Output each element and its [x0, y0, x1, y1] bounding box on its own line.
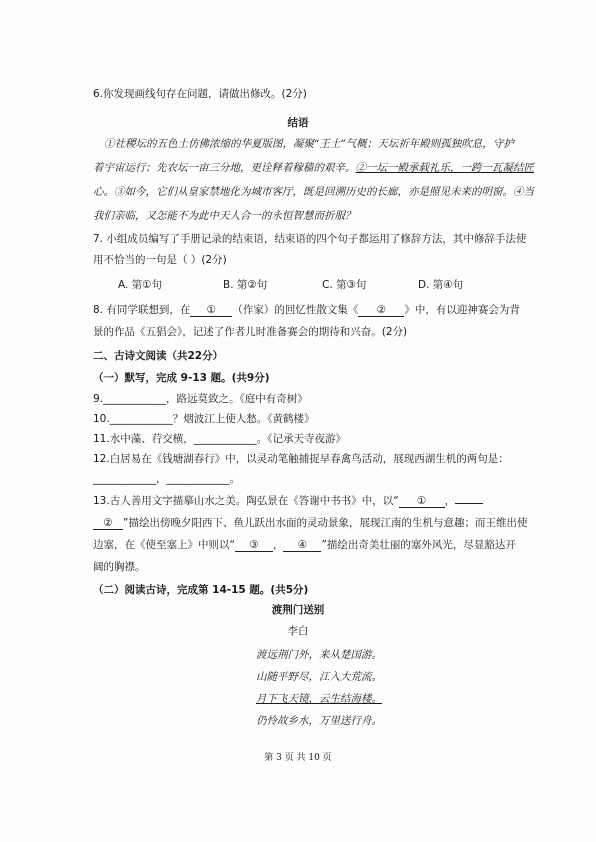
jieyu-line-1: ①社稷坛的五色土仿佛浓缩的华夏版图，凝聚“王土”气概；天坛祈年殿则孤独吹息，守护: [104, 138, 514, 150]
jieyu-line-4: 我们亲临，又怎能不为此中天人合一的永恒智慧而折服？: [93, 210, 356, 222]
question-8-line-2: 景的作品《五猖会》，记述了作者儿时准备赛会的期待和兴奋。(2分): [93, 326, 408, 338]
question-7-line-1: 7. 小组成员编写了手册记录的结束语，结束语的四个句子都运用了修辞方法，其中修辞手法使: [93, 233, 527, 245]
question-11: 11.水中藻、荇交横，____________。《记承天寺夜游》: [93, 433, 346, 445]
underlined-sentence: ②一坛一殿承载礼乐，一跨一瓦凝结匠: [355, 162, 534, 174]
blank-8-2: ②: [358, 304, 404, 317]
subsection-2-heading: （二）阅读古诗，完成第 14-15 题。(共5分): [93, 584, 309, 596]
option-c: C. 第③句: [322, 279, 367, 291]
poem-author: 李白: [287, 625, 309, 637]
question-12-line-1: 12.白居易在《钱塘湖春行》中，以灵动笔触捕捉早春禽鸟活动，展现西湖生机的两句是：: [93, 453, 509, 465]
section-2-heading: 二、古诗文阅读（共22分）: [93, 350, 224, 362]
question-7-line-2: 用不恰当的一句是（ ）(2分): [93, 254, 227, 266]
subsection-1-heading: （一）默写，完成 9-13 题。(共9分): [93, 372, 270, 384]
poem-line-2: 山随平野尽，江入大荒流。: [256, 671, 382, 683]
question-9: 9.____________，路远莫致之。《庭中有奇树》: [93, 393, 308, 405]
jieyu-line-3: 心。③如今，它们从皇家禁地化为城市客厅，既是回溯历史的长廊，亦是照见未来的明窗。④当: [93, 186, 534, 198]
jieyu-line-2a: 着宇宙运行；先农坛一亩三分地，更诠释着稼穑的艰辛。: [93, 162, 356, 174]
question-13-line-1: 13.古人善用文字描摹山水之美。陶弘景在《答谢中书书》中，以“ ① ，: [93, 494, 483, 508]
question-8-line-1: 8. 有同学联想到，在 ① （作家）的回忆性散文集《 ② 》中，有以迎神赛会为背: [93, 304, 520, 316]
poem-title: 渡荆门送别: [271, 604, 325, 616]
page-footer: 第 3 页 共 10 页: [264, 753, 332, 763]
question-13-line-2: ② ”描绘出傍晚夕阳西下、鱼儿跃出水面的灵动景象，展现江南的生机与意趣；而王维出使: [93, 516, 527, 530]
blank-13-3: ③: [235, 539, 273, 552]
blank-8-1: ①: [190, 304, 232, 317]
question-10: 10.____________？烟波江上使人愁。《黄鹤楼》: [93, 413, 315, 425]
blank-13-1: ①: [399, 495, 445, 508]
poem-line-1: 渡远荆门外，来从楚国游。: [256, 649, 382, 661]
blank-13-2: ②: [93, 517, 123, 530]
jieyu-line-2: [93, 161, 534, 175]
question-13-line-4: 阔的胸襟。: [93, 561, 146, 573]
option-a: A. 第①句: [118, 279, 163, 291]
option-b: B. 第②句: [223, 279, 268, 291]
blank-13-2a: [455, 503, 483, 504]
question-6: 6.你发现画线句存在问题，请做出修改。(2分): [93, 88, 307, 100]
question-12-line-2: ____________，____________。: [93, 473, 240, 485]
poem-line-4: 仍怜故乡水，万里送行舟。: [256, 715, 382, 727]
blank-13-4: ④: [283, 539, 321, 552]
poem-line-3: 月下飞天镜，云生结海楼。: [256, 693, 382, 705]
jieyu-title: 结语: [287, 117, 309, 129]
option-d: D. 第④句: [418, 279, 464, 291]
question-13-line-3: 边塞，在《使至塞上》中则以“ ③ ， ④ ”描绘出奇美壮丽的塞外风光，尽显豁达开: [93, 539, 516, 551]
